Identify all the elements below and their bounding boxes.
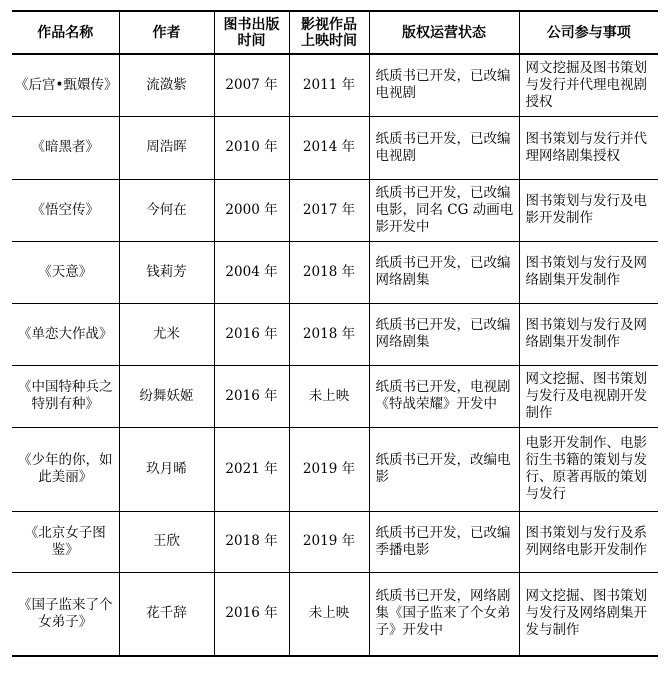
cell-status: 纸质书已开发，电视剧《特战荣耀》开发中 [369,365,519,427]
header-status: 版权运营状态 [369,11,519,54]
cell-author: 流潋紫 [119,54,214,116]
cell-author: 今何在 [119,179,214,241]
cell-status: 纸质书已开发，网络剧集《国子监来了个女弟子》开发中 [369,572,519,656]
cell-book-year: 2010 年 [214,116,289,179]
header-screen-year: 影视作品上映时间 [289,11,369,54]
cell-author: 钱莉芳 [119,241,214,303]
cell-book-year: 2016 年 [214,303,289,365]
table-row [12,241,658,303]
cell-author: 尤米 [119,303,214,365]
header-book-year: 图书出版时间 [214,11,289,54]
cell-author: 周浩晖 [119,116,214,179]
header-role: 公司参与事项 [519,11,658,54]
cell-screen-year: 未上映 [289,365,369,427]
cell-author: 纷舞妖姬 [119,365,214,427]
table-row [12,511,658,572]
cell-status: 纸质书已开发，已改编网络剧集 [369,241,519,303]
ip-rights-table [12,10,658,657]
cell-screen-year: 2014 年 [289,116,369,179]
table-row [12,116,658,179]
cell-status: 纸质书已开发，已改编网络剧集 [369,303,519,365]
cell-screen-year: 2019 年 [289,427,369,511]
cell-screen-year: 2011 年 [289,54,369,116]
table-row [12,179,658,241]
cell-status: 纸质书已开发，已改编季播电影 [369,511,519,572]
cell-role: 图书策划与发行及电影开发制作 [519,179,658,241]
cell-title: 《少年的你，如此美丽》 [12,427,119,511]
table-row [12,365,658,427]
cell-title: 《暗黑者》 [12,116,119,179]
cell-book-year: 2021 年 [214,427,289,511]
cell-title: 《天意》 [12,241,119,303]
cell-title: 《北京女子图鉴》 [12,511,119,572]
cell-role: 电影开发制作、电影衍生书籍的策划与发行、原著再版的策划与发行 [519,427,658,511]
table-header-row [12,11,658,54]
table-row [12,54,658,116]
cell-role: 图书策划与发行及系列网络电影开发制作 [519,511,658,572]
table-row [12,427,658,511]
cell-book-year: 2016 年 [214,572,289,656]
cell-role: 网文挖掘、图书策划与发行及网络剧集开发与制作 [519,572,658,656]
cell-author: 玖月晞 [119,427,214,511]
cell-role: 图书策划与发行并代理网络剧集授权 [519,116,658,179]
cell-book-year: 2016 年 [214,365,289,427]
cell-title: 《单恋大作战》 [12,303,119,365]
cell-title: 《国子监来了个女弟子》 [12,572,119,656]
cell-book-year: 2007 年 [214,54,289,116]
cell-book-year: 2000 年 [214,179,289,241]
cell-title: 《中国特种兵之特别有种》 [12,365,119,427]
cell-book-year: 2018 年 [214,511,289,572]
table-row [12,303,658,365]
table-row [12,572,658,656]
cell-role: 网文挖掘及图书策划与发行并代理电视剧授权 [519,54,658,116]
cell-role: 图书策划与发行及网络剧集开发制作 [519,241,658,303]
cell-title: 《悟空传》 [12,179,119,241]
cell-status: 纸质书已开发，已改编电视剧 [369,54,519,116]
cell-book-year: 2004 年 [214,241,289,303]
cell-screen-year: 2018 年 [289,303,369,365]
cell-author: 王欣 [119,511,214,572]
cell-status: 纸质书已开发，已改编电影，同名 CG 动画电影开发中 [369,179,519,241]
cell-screen-year: 2019 年 [289,511,369,572]
cell-title: 《后宫•甄嬛传》 [12,54,119,116]
cell-author: 花千辞 [119,572,214,656]
cell-status: 纸质书已开发，已改编电视剧 [369,116,519,179]
cell-role: 图书策划与发行及网络剧集开发制作 [519,303,658,365]
header-title: 作品名称 [12,11,119,54]
cell-role: 网文挖掘、图书策划与发行及电视剧开发制作 [519,365,658,427]
cell-screen-year: 2017 年 [289,179,369,241]
cell-status: 纸质书已开发，改编电影 [369,427,519,511]
cell-screen-year: 2018 年 [289,241,369,303]
cell-screen-year: 未上映 [289,572,369,656]
header-author: 作者 [119,11,214,54]
